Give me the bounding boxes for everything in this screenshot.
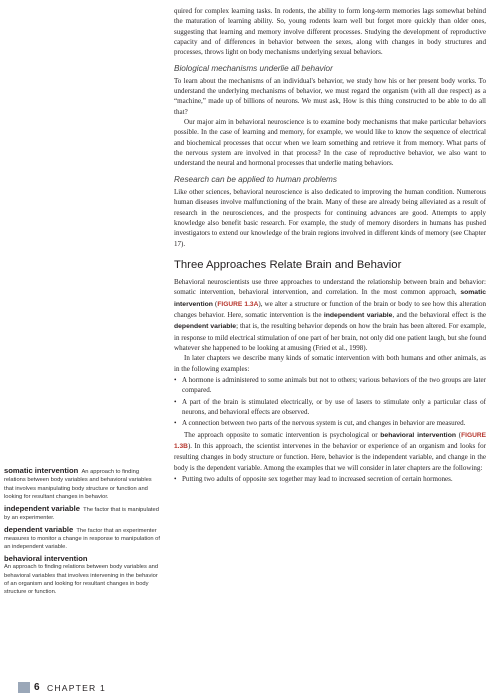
text-run: The approach opposite to somatic intervention is psychological or [184,430,381,439]
glossary-definition: The factor that is manipulated by an experimenter. [4,506,159,521]
figure-reference-1-3a[interactable]: FIGURE 1.3A [217,300,259,308]
key-term-independent-variable: independent variable [323,311,393,319]
bullet-list [174,474,486,484]
page-footer [0,681,200,695]
footer-color-tab [18,682,30,693]
chapter-label: CHAPTER 1 [47,683,107,693]
text-run: Behavioral neuroscientists use three approaches to understand the relationship between brain and behavior: somatic intervention, behavioral intervention, and correlation. In the most common approach, [174,277,486,297]
glossary-term: independent variable [4,503,80,513]
glossary-definition: An approach to finding relations between body variables and behavioral variables that involves intervening in the behavior of an organism and looking for resultant changes in body structure or function. [4,564,159,596]
text-run: , and the behavioral effect is the [392,310,486,319]
bullet-item: • A part of the brain is stimulated electrically, or by use of lasers to stimulate only a particular class of neurons, and behavioral effects are observed. [174,397,486,418]
paragraph: The approach opposite to somatic intervention is psychological or behavioral intervention (FIGURE 1.3B). In this approach, the scientist intervenes in the behavior or experience of an organism and looks for resulting changes in body structure or function. Here, behavior is the independent variable, and change in the body is the dependent variable. Among the examples that we will consider in later chapters are the following: [174,430,486,472]
bullet-item: • A connection between two parts of the nervous system is cut, and changes in behavior are measured. [174,418,486,428]
glossary-term: behavioral intervention [4,554,88,564]
glossary-entry [4,467,160,501]
section-title: Three Approaches Relate Brain and Behavior [174,258,402,271]
paragraph: Our major aim in behavioral neuroscience is to examine body mechanisms that make particular behaviors possible. In the case of learning and memory, for example, we would like to know the sequence of electrical and biochemical processes that occur when we learn something and retrieve it from memory. What parts of the nervous system are involved in that process? In the case of reproductive behavior, we also want to understand the neural and hormonal processes that underlie mating behaviors. [174,118,486,168]
subheading-research-applied: Research can be applied to human problems [174,174,337,184]
margin-glossary [4,467,160,600]
key-term-somatic-intervention: somatic intervention [174,289,486,308]
text-run: ; that is, the resulting behavior depends on how the brain has been altered. For example, in response to mild electrical stimulation of one part of her brain, not only did one patient laugh, but she found whatever she happened to be looking at amusing (Fried et al., 1998). [174,322,486,352]
glossary-definition: An approach to finding relations between body variables and behavioral variables that involves manipulating body structure or function and looking for resultant changes in behavior. [4,469,152,500]
figure-reference-1-3b[interactable]: FIGURE 1.3B [174,431,486,451]
paragraph: In later chapters we describe many kinds of somatic intervention with both humans and other animals, as in the following examples: [174,354,486,373]
paragraph: quired for complex learning tasks. In rodents, the ability to form long-term memories lags somewhat behind the maturation of learning ability. So, young rodents learn well but forget more quickly than older ones, suggesting that learning and memory involve different processes. Studying the development of reproductive capacity and of differences in behavior between the sexes, along with changes in body structures and processes, throws light on body mechanisms underlying sexual behaviors. [174,7,486,57]
glossary-term: somatic intervention [4,466,79,475]
page-number: 6 [34,682,40,693]
paragraph: Like other sciences, behavioral neuroscience is also dedicated to improving the human condition. Numerous human diseases involve malfunctioning of the brain. Many of these are already being alleviated as a result of research in the neurosciences, and the prospects for continuing advances are good. Attempts to apply knowledge also benefit basic research. For example, the study of memory disorders in humans has pushed investigators to extend our knowledge of the brain regions involved in different kinds of memory (see Chapter 17). [174,187,486,248]
glossary-term: dependent variable [4,524,74,534]
glossary-definition: The factor that an experimenter measures to monitor a change in response to manipulation of an independent variable. [4,527,160,551]
bullet-item: • A hormone is administered to some animals but not to others; various behaviors of the two groups are later compared. [174,375,486,396]
bullet-list [174,375,486,429]
text-run: . In this approach, the scientist intervenes in the behavior or experience of an organism and looks for resulting changes in body structure or function. Here, behavior is the independent variable, and change in the body is the dependent variable. Among the examples that we will consider in later chapters are the following: [174,442,486,472]
main-text-column [174,6,486,485]
paragraph: Behavioral neuroscientists use three approaches to understand the relationship between brain and behavior: somatic intervention, behavioral intervention, and correlation. In the most common approach, somatic intervention (FIGURE 1.3A), we alter a structure or function of the brain or body to see how this alteration changes behavior. Here, somatic intervention is the independent variable, and the behavioral effect is the dependent variable; that is, the resulting behavior depends on how the brain has been altered. For example, in response to mild electrical stimulation of one part of her brain, not only did one patient laugh, but she found whatever she happened to be looking at amusing (Fried et al., 1998). [174,277,487,352]
glossary-entry [4,505,160,523]
key-term-behavioral-intervention: behavioral intervention [380,431,457,439]
text-run: , we alter a structure or function of the brain or body to see how this alteration changes behavior. Here, somatic intervention is the [174,299,487,319]
paragraph: To learn about the mechanisms of an individual's behavior, we study how his or her present body works. To understand the underlying mechanisms of behavior, we must regard the organism (with all due respect) as a “machine,” made up of billions of neurons. We must ask, How is this thing constructed to be able to do all that? [174,76,486,116]
subheading-biological-mechanisms: Biological mechanisms underlie all behavior [174,63,333,73]
key-term-dependent-variable: dependent variable [174,323,237,331]
bullet-item: • Putting two adults of opposite sex together may lead to increased secretion of certain hormones. [174,474,486,484]
glossary-entry [4,526,160,552]
glossary-entry [4,555,160,596]
